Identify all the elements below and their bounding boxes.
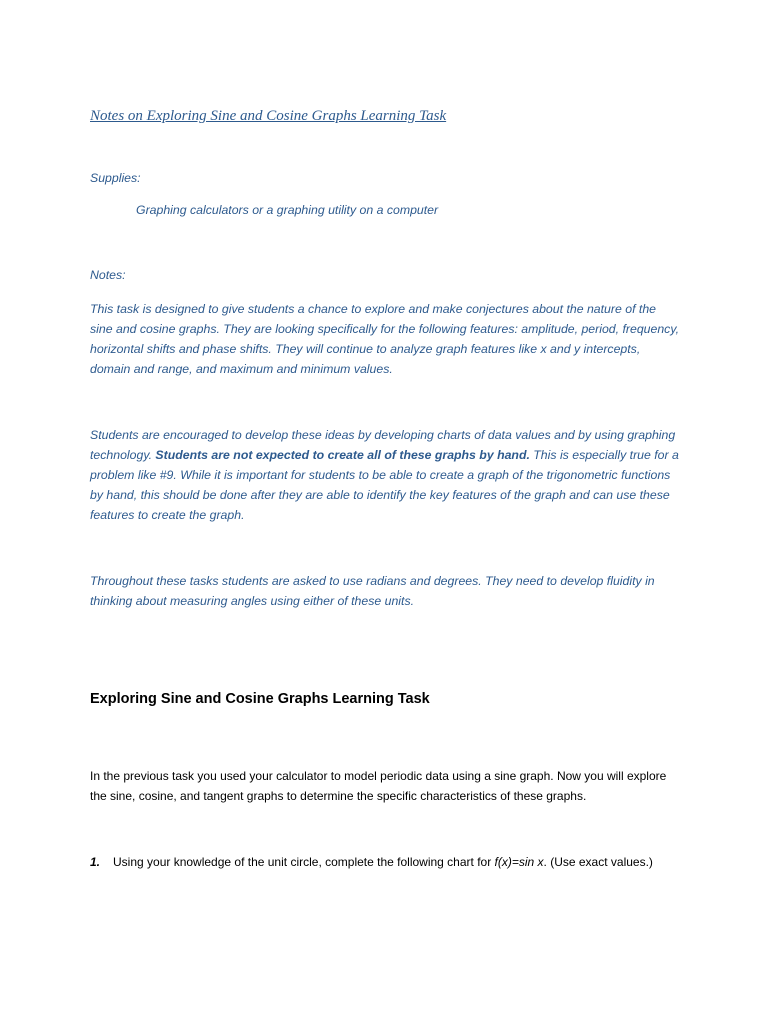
- notes-paragraph-1: This task is designed to give students a chance to explore and make conjectures about the nature of the sine and cosine graphs. They are looking specifically for the following features: amplitude, period, frequency, horizontal shifts and phase shifts. They will continue to analyze graph features like x and y intercepts, domain and range, and maximum and minimum values.: [90, 302, 679, 376]
- question-1-text-after: . (Use exact values.): [543, 855, 653, 869]
- supplies-label: Supplies:: [90, 171, 141, 185]
- notes-label: Notes:: [90, 268, 126, 282]
- notes-title: Notes on Exploring Sine and Cosine Graphs Learning Task: [90, 108, 447, 124]
- task-intro: In the previous task you used your calculator to model periodic data using a sine graph. Now you will explore the sine, cosine, and tangent graphs to determine the specific characteristics of these graphs.: [90, 769, 667, 803]
- notes-paragraph-2-part-2: This is especially true for a problem like #9. While it is important for students to be able to create a graph of the trigonometric functions by hand, this should be done after they are able to identify the key features of the graph and can use these features to create the graph.: [90, 448, 679, 522]
- notes-paragraph-2: [90, 425, 680, 525]
- question-1-text: [113, 852, 658, 872]
- question-1-number: 1.: [90, 855, 101, 869]
- question-1-function: f(x)=sin x: [494, 855, 544, 869]
- notes-paragraph-3: Throughout these tasks students are asked to use radians and degrees. They need to develop fluidity in thinking about measuring angles using either of these units.: [90, 574, 655, 608]
- supplies-item: Graphing calculators or a graphing utility on a computer: [136, 203, 439, 217]
- notes-paragraph-2-part-1: Students are encouraged to develop these ideas by developing charts of data values and by using graphing technology.: [90, 428, 676, 462]
- task-title: Exploring Sine and Cosine Graphs Learning Task: [90, 691, 430, 707]
- notes-paragraph-2-emphasis: Students are not expected to create all of these graphs by hand.: [155, 448, 530, 462]
- question-1-text-before: Using your knowledge of the unit circle, complete the following chart for: [113, 855, 495, 869]
